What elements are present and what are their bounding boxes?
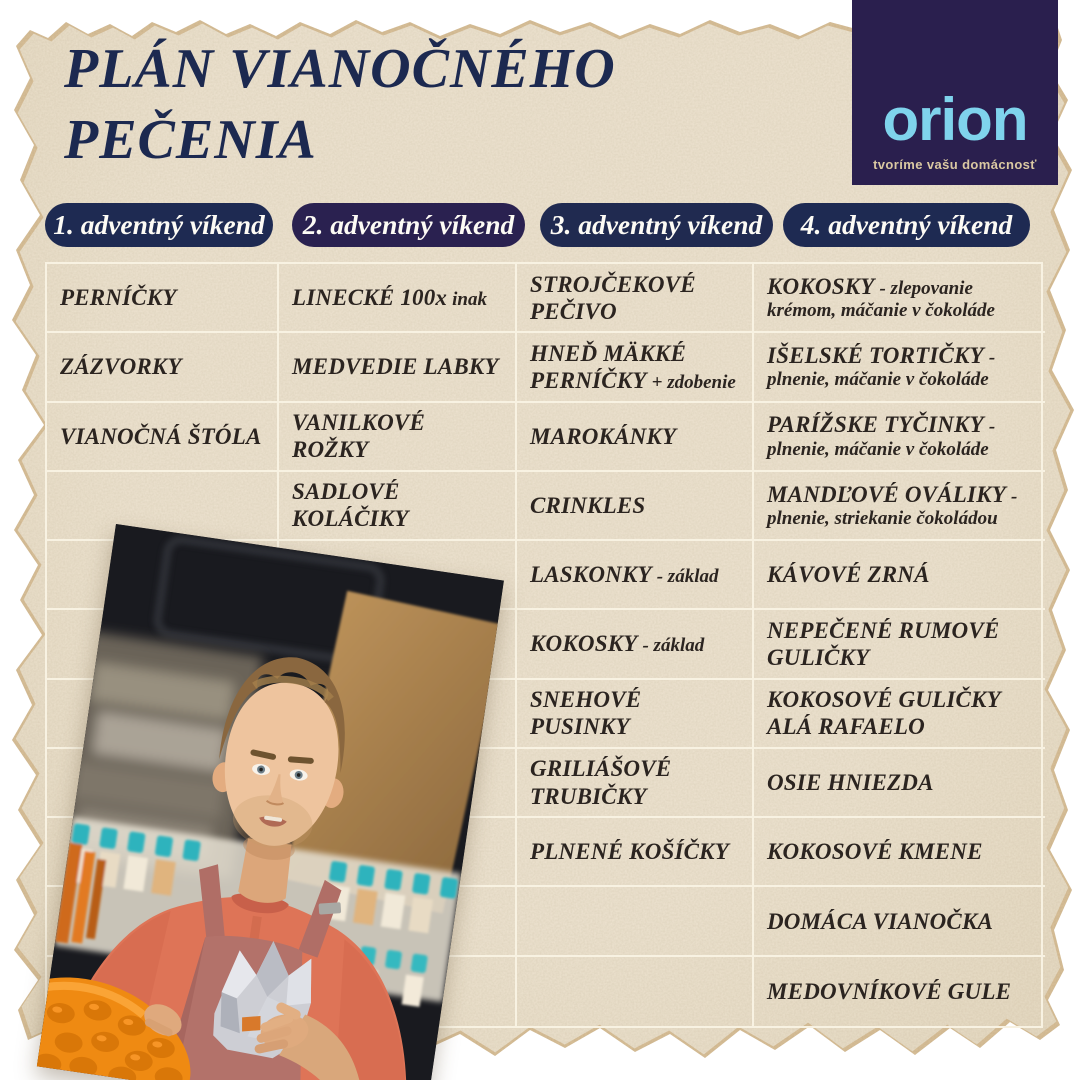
- item-name: KOKOSKY: [767, 273, 875, 299]
- table-cell: [517, 818, 754, 887]
- item-name: MAROKÁNKY: [530, 423, 677, 449]
- item-name: MEDOVNÍKOVÉ GULE: [767, 978, 1012, 1004]
- item-note: - plnenie, máčanie v čokoláde: [767, 416, 996, 460]
- item-name: PLNENÉ KOŠÍČKY: [530, 839, 729, 865]
- item-name: KÁVOVÉ ZRNÁ: [767, 562, 930, 588]
- item-name: LINECKÉ 100x: [292, 284, 448, 310]
- table-cell: [47, 333, 279, 402]
- weekend-pill-2: 2. adventný víkend: [292, 203, 525, 247]
- table-cell: [279, 264, 517, 333]
- item-name: MANDĽOVÉ OVÁLIKY: [767, 481, 1006, 507]
- table-cell: [754, 610, 1045, 679]
- table-cell: [279, 403, 517, 472]
- item-note: - základ: [656, 566, 719, 588]
- item-note: + zdobenie: [651, 371, 736, 393]
- table-cell: [517, 541, 754, 610]
- item-name: DOMÁCA VIANOČKA: [767, 908, 994, 934]
- title-line-1: PLÁN VIANOČNÉHO: [64, 38, 616, 100]
- table-cell: [754, 541, 1045, 610]
- table-cell: [517, 749, 754, 818]
- item-name: KOKOSOVÉ GULIČKY ALÁ RAFAELO: [767, 687, 1001, 740]
- orion-brand-wordmark: orion: [882, 86, 1028, 153]
- table-cell: [517, 680, 754, 749]
- item-name: KOKOSOVÉ KMENE: [767, 839, 983, 865]
- item-note: - plnenie, striekanie čokoládou: [767, 485, 1018, 529]
- table-cell: [517, 610, 754, 679]
- table-cell: [517, 472, 754, 541]
- item-name: ZÁZVORKY: [60, 354, 182, 380]
- item-name: VIANOČNÁ ŠTÓLA: [60, 423, 262, 449]
- weekend-pill-3: 3. adventný víkend: [540, 203, 773, 247]
- item-name: PERNÍČKY: [60, 285, 177, 311]
- item-note: - plnenie, máčanie v čokoláde: [767, 346, 996, 391]
- item-name: SNEHOVÉ PUSINKY: [530, 687, 642, 740]
- table-cell: [517, 333, 754, 402]
- item-name: MEDVEDIE LABKY: [292, 354, 499, 380]
- table-cell: [517, 403, 754, 472]
- orion-tagline: tvoríme vašu domácnosť: [873, 157, 1037, 172]
- item-note: - základ: [642, 635, 705, 657]
- table-cell: [47, 264, 279, 333]
- table-cell: [754, 818, 1045, 887]
- title-line-2: PEČENIA: [64, 109, 317, 172]
- item-name: NEPEČENÉ RUMOVÉ GULIČKY: [767, 617, 1000, 670]
- table-cell: [279, 333, 517, 402]
- table-cell: [754, 472, 1045, 541]
- item-name: OSIE HNIEZDA: [767, 769, 934, 795]
- item-name: VANILKOVÉ ROŽKY: [292, 410, 426, 463]
- item-name: PARÍŽSKE TYČINKY: [767, 412, 984, 438]
- table-cell: [754, 403, 1045, 472]
- item-name: LASKONKY: [530, 562, 652, 588]
- weekend-pill-4: 4. adventný víkend: [783, 203, 1030, 247]
- item-name: CRINKLES: [530, 492, 646, 518]
- weekend-pill-1: 1. adventný víkend: [45, 203, 273, 247]
- weekend-pills-row: [0, 203, 1080, 247]
- table-cell: [754, 749, 1045, 818]
- orion-logo: [852, 0, 1058, 185]
- table-cell: [754, 333, 1045, 402]
- table-cell: [517, 887, 754, 956]
- item-note: inak: [452, 288, 487, 310]
- table-cell: [279, 472, 517, 541]
- item-name: SADLOVÉ KOLÁČIKY: [292, 479, 409, 532]
- table-cell: [754, 887, 1045, 956]
- table-cell: [754, 680, 1045, 749]
- item-name: STROJČEKOVÉ PEČIVO: [530, 271, 696, 324]
- table-cell: [517, 264, 754, 333]
- item-note: - zlepovanie krémom, máčanie v čokoláde: [767, 277, 995, 322]
- table-cell: [47, 403, 279, 472]
- table-cell: [754, 264, 1045, 333]
- baker-illustration: [37, 524, 504, 1080]
- item-name: KOKOSKY: [530, 631, 638, 657]
- item-name: IŠELSKÉ TORTIČKY: [767, 342, 984, 368]
- baker-photo: [37, 524, 504, 1080]
- item-name: HNEĎ MÄKKÉ PERNÍČKY: [530, 340, 687, 393]
- item-name: GRILIÁŠOVÉ TRUBIČKY: [530, 756, 672, 809]
- table-cell: [517, 957, 754, 1026]
- table-cell: [754, 957, 1045, 1026]
- page-title: [64, 34, 824, 176]
